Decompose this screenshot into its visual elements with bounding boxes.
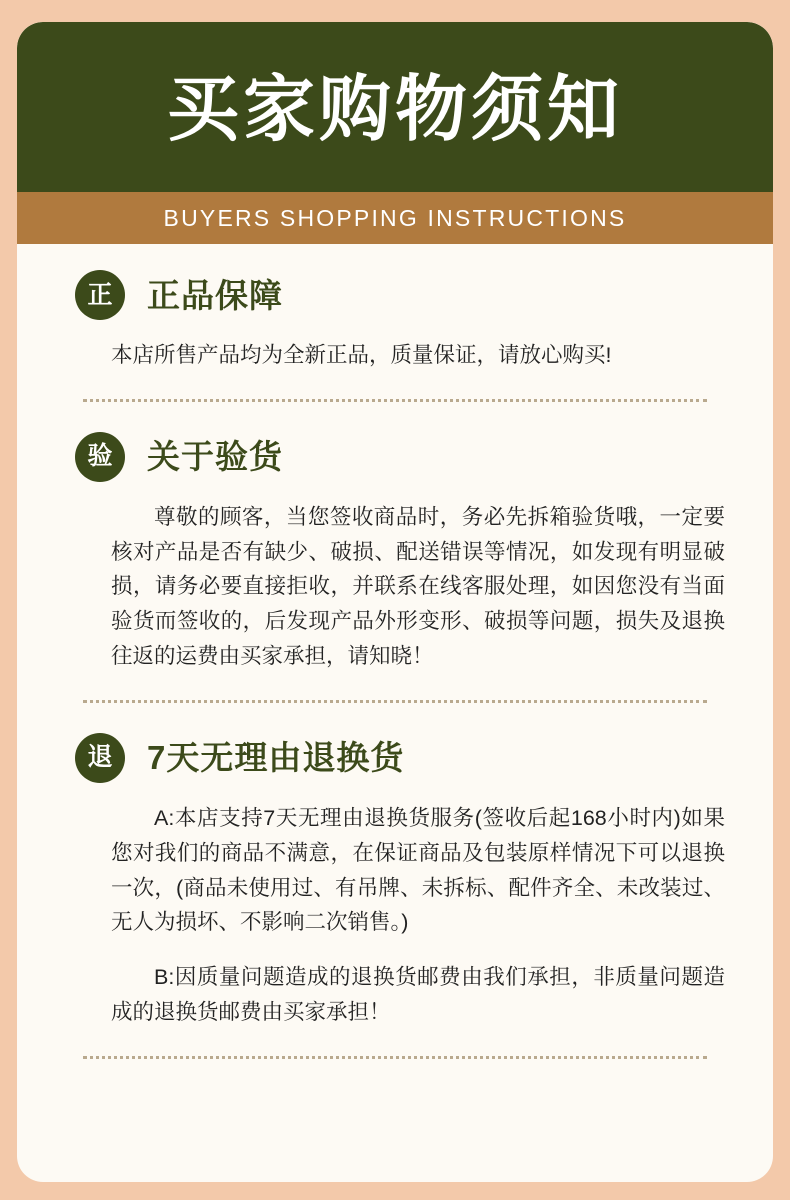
- section-title: 7天无理由退换货: [147, 739, 405, 777]
- section-divider: [83, 1056, 707, 1059]
- spacer: [53, 703, 737, 733]
- content-area: [17, 244, 773, 1059]
- section-authenticity: [53, 270, 737, 373]
- subheader-banner: [17, 192, 773, 244]
- section-badge-icon: 正: [75, 270, 125, 320]
- section-returns: [53, 733, 737, 1030]
- header-banner: [17, 22, 773, 192]
- instructions-card: [17, 22, 773, 1182]
- paragraph: 本店所售产品均为全新正品，质量保证，请放心购买!: [111, 343, 612, 367]
- section-body: [53, 500, 737, 674]
- section-title: 关于验货: [147, 438, 283, 476]
- section-header: [53, 733, 737, 783]
- page-subtitle: BUYERS SHOPPING INSTRUCTIONS: [163, 204, 627, 231]
- section-body: [53, 801, 737, 1030]
- section-header: [53, 270, 737, 320]
- page-title: 买家购物须知: [166, 70, 623, 150]
- paragraph: 尊敬的顾客，当您签收商品时，务必先拆箱验货哦，一定要核对产品是否有缺少、破损、配送错误等情况，如发现有明显破损，请务必要直接拒收，并联系在线客服处理，如因您没有当面验货而签收的，后发现产品外形变形、破损等问题，损失及退换往返的运费由买家承担，请知晓！: [111, 504, 725, 669]
- spacer: [53, 402, 737, 432]
- paragraph: A:本店支持7天无理由退换货服务(签收后起168小时内)如果您对我们的商品不满意，在保证商品及包装原样情况下可以退换一次，(商品未使用过、有吊牌、未拆标、配件齐全、未改装过、无人为损坏、不影响二次销售。): [111, 805, 725, 935]
- paragraph: B:因质量问题造成的退换货邮费由我们承担，非质量问题造成的退换货邮费由买家承担！: [111, 965, 725, 1025]
- section-inspection: [53, 432, 737, 674]
- section-badge-icon: 退: [75, 733, 125, 783]
- section-body: [53, 338, 737, 373]
- section-header: [53, 432, 737, 482]
- section-title: 正品保障: [147, 276, 283, 314]
- section-badge-icon: 验: [75, 432, 125, 482]
